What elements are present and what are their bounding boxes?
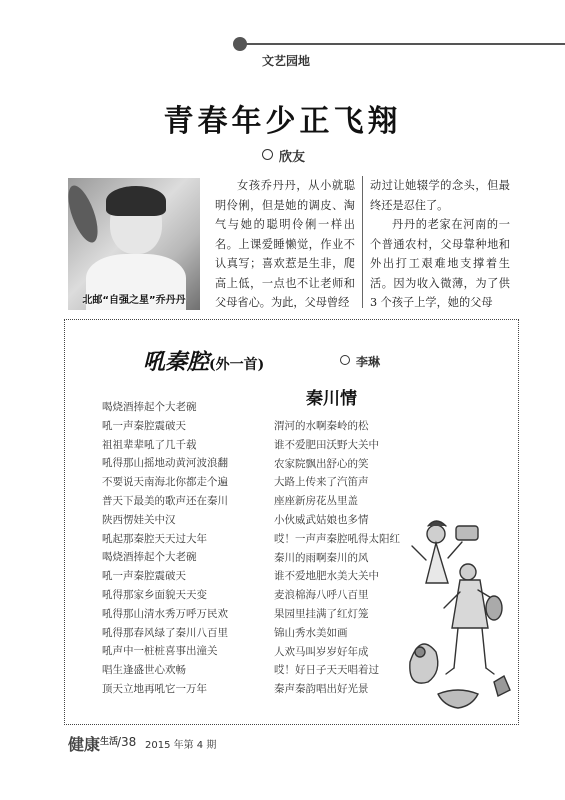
issue-label: 2015 年第 4 期: [145, 740, 217, 751]
opera-singers-illustration: [398, 512, 516, 712]
poem2-line: 锦山秀水美如画: [274, 626, 348, 639]
poem-author: [340, 353, 380, 370]
poem-title-main: 吼秦腔: [143, 349, 210, 375]
header-rule: [246, 43, 565, 45]
poem-author-name: 李琳: [356, 355, 381, 369]
article-paragraph-1-end: 动过让她辍学的念头，但最终还是忍住了。: [370, 179, 510, 212]
poem-line: 喝烧酒捧起个大老碗: [102, 551, 197, 564]
poem2-line: 渭河的水啊秦岭的松: [274, 420, 369, 432]
poem2-line: 果园里挂满了红灯笼: [274, 607, 369, 620]
magazine-logo: [68, 732, 118, 755]
column-divider: [362, 176, 363, 308]
header-dot: [233, 37, 247, 51]
poem-line: 唱生逢盛世心欢畅: [102, 664, 186, 677]
article-column-2: [370, 176, 510, 313]
poem-line: 吼起那秦腔天天过大年: [102, 532, 207, 545]
article-paragraph-2: 丹丹的老家在河南的一个普通农村，父母靠种地和外出打工艰难地支撑着生活。因为收入微薄，为了供 3 个孩子上学，她的父母: [370, 218, 510, 309]
poem-line: 顶天立地再吼它一万年: [102, 682, 207, 695]
section-label: 文艺园地: [262, 54, 311, 68]
poem2-title: 秦川情: [306, 389, 357, 409]
poem2-line: 座座新房花丛里盖: [274, 495, 358, 508]
circle-icon: [340, 355, 350, 365]
article-title: 青春年少正飞翔: [163, 104, 402, 139]
article-author: [262, 146, 305, 165]
article-column-1: 女孩乔丹丹，从小就聪明伶俐，但是她的调皮、淘气与她的聪明伶俐一样出名。上课爱睡懒觉，作业不认真写；喜欢惹是生非，爬高上低，一点也不让老师和父母省心。为此，父母曾经: [215, 179, 355, 309]
poem2-line: 哎！好日子天天唱着过: [274, 664, 379, 677]
poem-title: [143, 345, 264, 376]
poem-line: 喝烧酒捧起个大老碗: [102, 401, 197, 413]
poem-lines: [102, 398, 228, 699]
photo-hair: [106, 186, 166, 216]
poem-line: 吼一声秦腔震破天: [102, 570, 186, 583]
poem-line: 陕西愣娃关中汉: [102, 513, 176, 526]
poem2-line: 大路上传来了汽笛声: [274, 476, 369, 489]
poem2-line: 谁不爱肥田沃野大关中: [274, 438, 379, 451]
article-author-name: 欣友: [279, 150, 306, 165]
photo-caption: 北邮“自强之星”乔丹丹: [82, 295, 186, 306]
poem-line: 吼声中一桩桩喜事出潼关: [102, 645, 218, 658]
photo-leaf: [68, 182, 104, 246]
circle-icon: [262, 149, 273, 160]
poem2-line: 人欢马叫岁岁好年成: [274, 645, 369, 658]
poem-line: 吼得那春风绿了秦川八百里: [102, 626, 228, 639]
poem2-line: 秦声秦韵唱出好光景: [274, 683, 369, 696]
student-photo: [68, 178, 200, 310]
poem-line: 吼一声秦腔震破天: [102, 419, 186, 432]
poem-line: 不要说天南海北你都走个遍: [102, 476, 228, 489]
poem2-line: 农家院飘出舒心的笑: [274, 457, 369, 470]
poem2-line: 秦川的雨啊秦川的风: [274, 551, 369, 564]
poem2-lines: [274, 417, 400, 699]
poem-line: 普天下最美的歌声还在秦川: [102, 494, 228, 507]
poem-line: 祖祖辈辈吼了几千载: [102, 438, 197, 451]
logo-main: 健康: [68, 735, 101, 754]
poem2-line: 谁不爱地肥水美大关中: [274, 570, 379, 583]
poem-line: 吼得那家乡面貌天天变: [102, 588, 207, 601]
poem2-line: 小伙威武姑娘也多情: [274, 513, 369, 526]
page-number: /38: [117, 735, 137, 749]
poem-line: 吼得那山清水秀万呼万民欢: [102, 607, 228, 620]
poem2-line: 哎！一声声秦腔吼得太阳红: [274, 532, 400, 545]
poem-subtitle: (外一首): [209, 357, 265, 373]
poem2-line: 麦浪棉海八呼八百里: [274, 589, 369, 602]
poem-line: 吼得那山摇地动黄河波浪翻: [102, 457, 228, 470]
logo-small: 生活: [100, 737, 119, 747]
